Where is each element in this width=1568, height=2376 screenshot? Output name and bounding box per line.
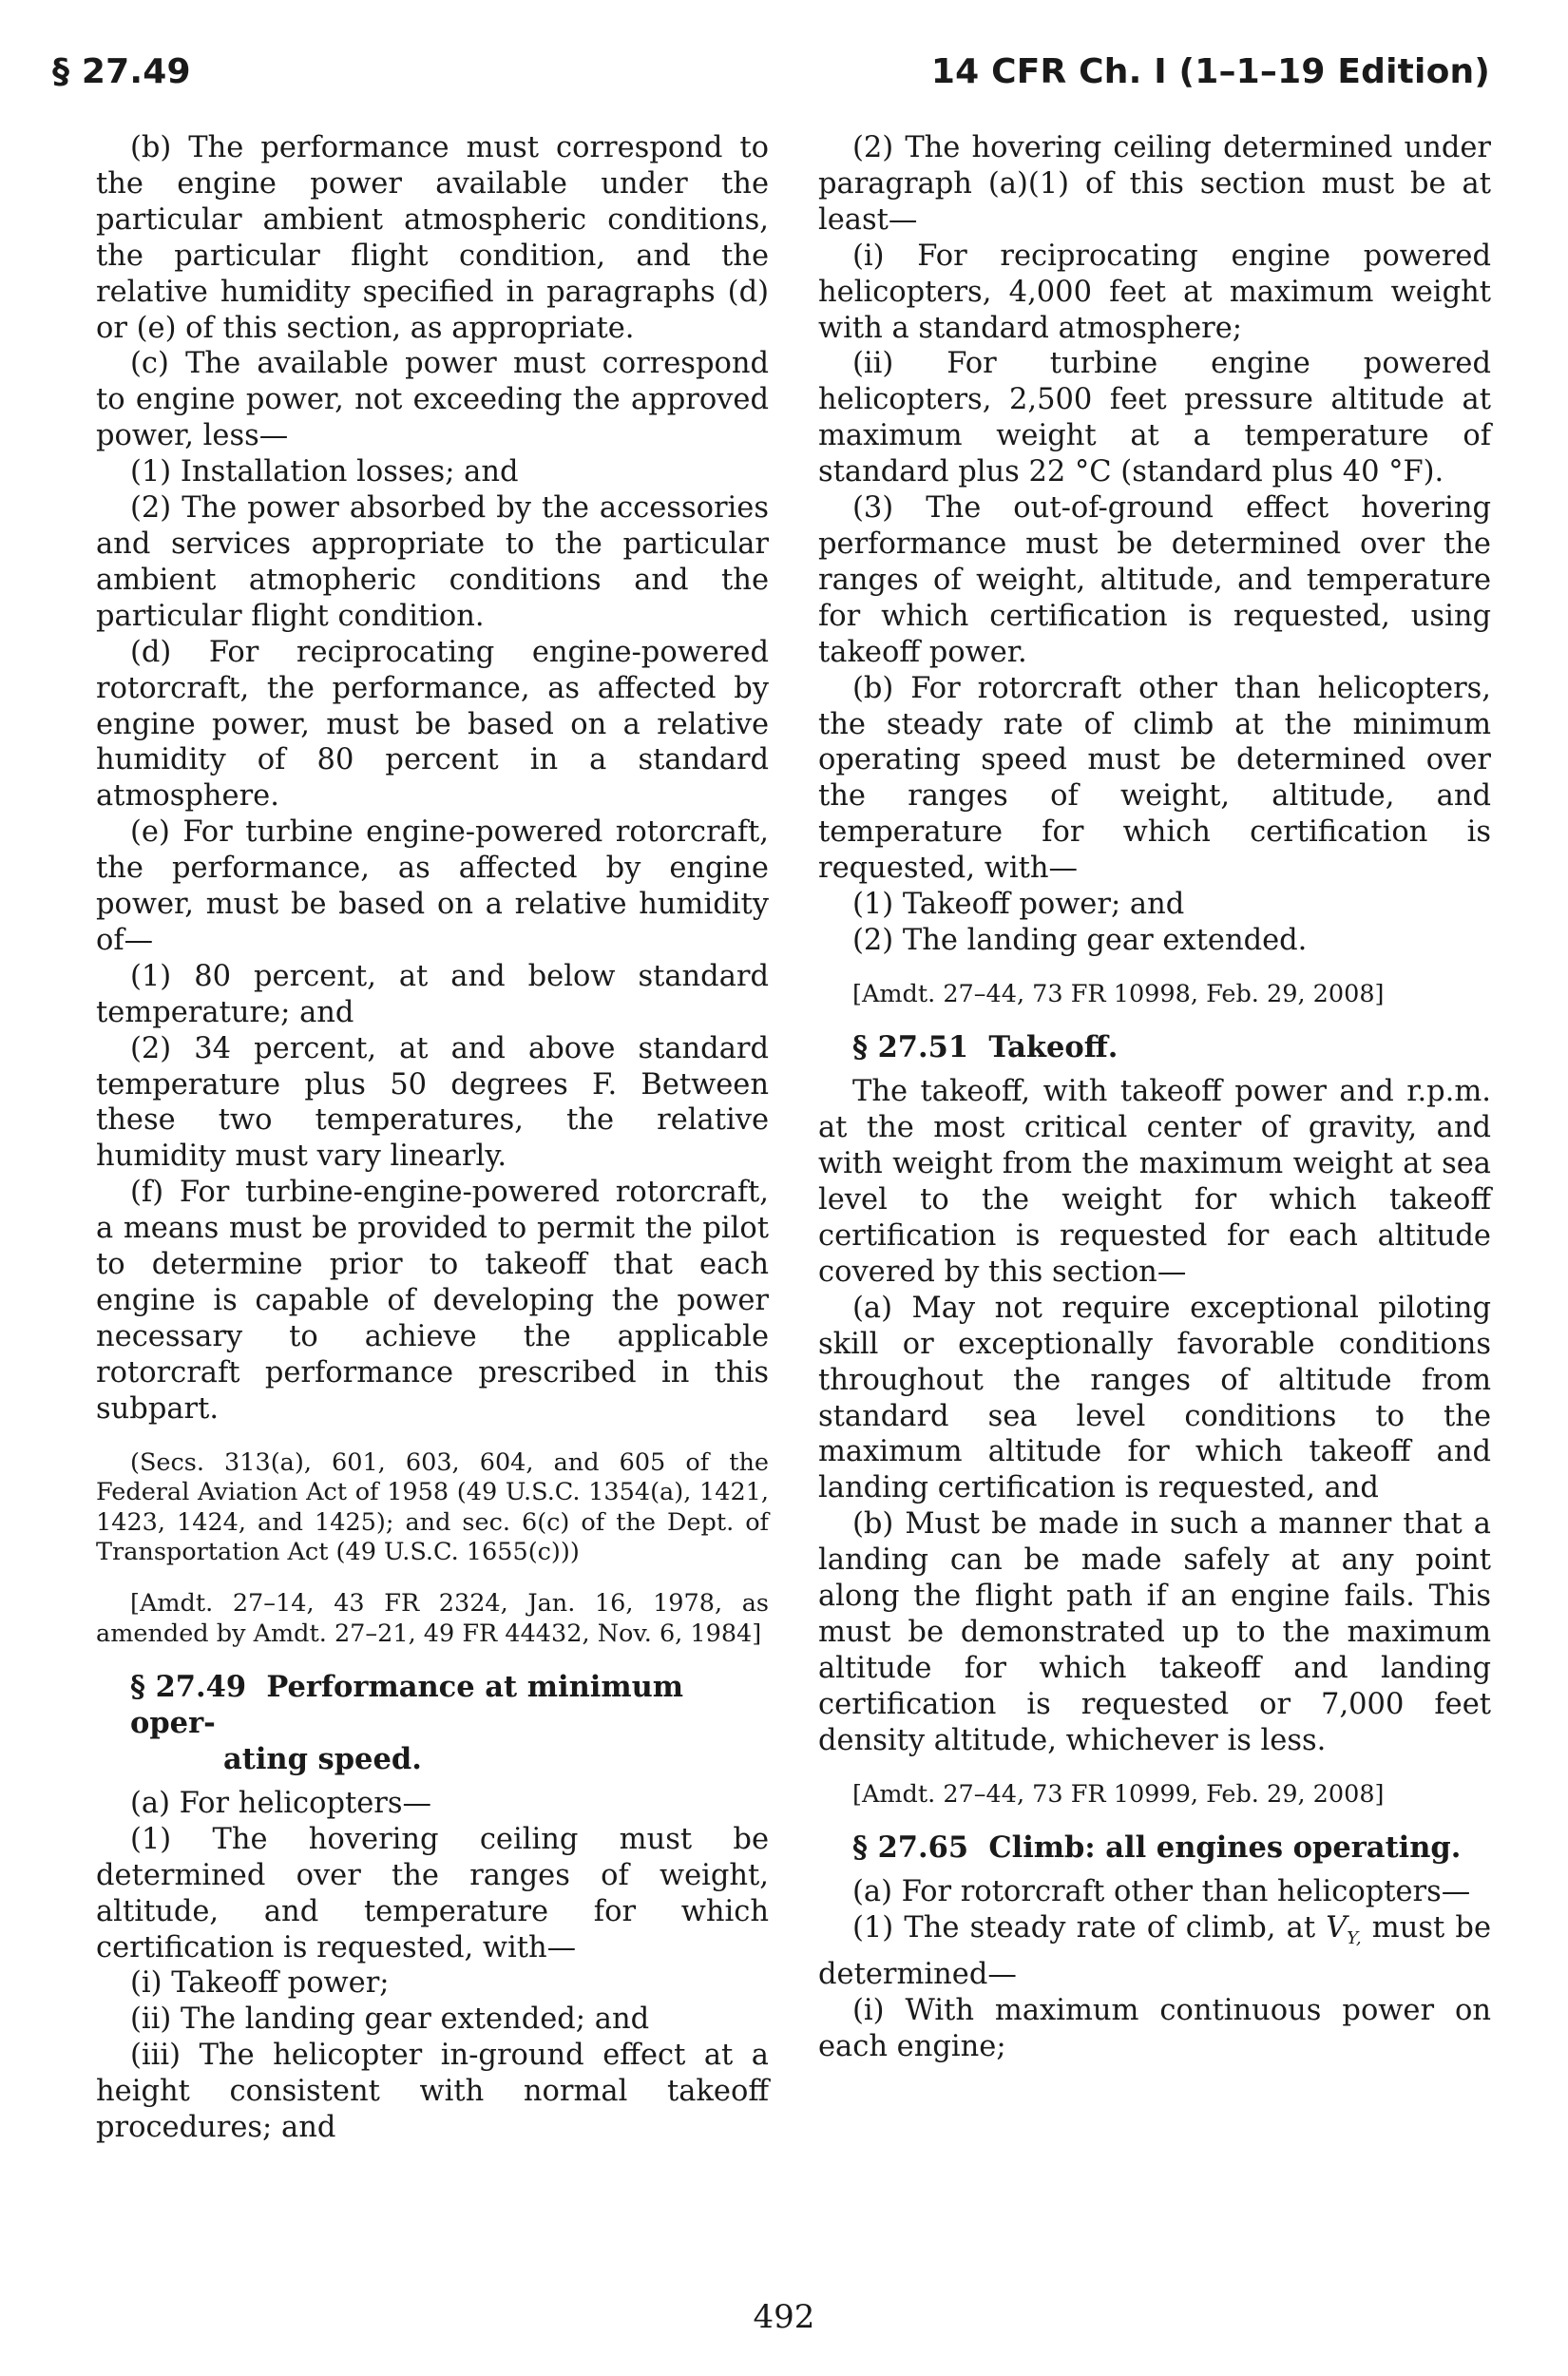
paragraph: (i) With maximum continuous power on each engine;	[818, 1993, 1491, 2063]
paragraph: (2) 34 percent, at and above standard temperature plus 50 degrees F. Between these two temperatures, the relative humidity must vary linearly.	[96, 1031, 769, 1174]
paragraph: (i) Takeoff power;	[130, 1966, 390, 2001]
paragraph	[818, 1910, 1491, 1993]
section-title: Performance at minimum oper-	[130, 1670, 684, 1741]
paragraph: (d) For reciprocating engine-powered rotorcraft, the performance, as affected by engine power, must be based on a relative humidity of 80 percent in a standard atmosphere.	[96, 635, 769, 814]
section-title-cont: ating speed.	[223, 1742, 422, 1776]
running-head-title: 14 CFR Ch. I (1–1–19 Edition)	[930, 52, 1490, 91]
paragraph: (c) The available power must correspond to engine power, not exceeding the approved power, less—	[96, 347, 769, 453]
right-column	[818, 130, 1491, 2065]
speed-symbol: V	[1326, 1910, 1348, 1945]
amendment-note: [Amdt. 27–14, 43 FR 2324, Jan. 16, 1978, as amended by Amdt. 27–21, 49 FR 44432, Nov. 6, 1984]	[96, 1589, 769, 1648]
paragraph: (f) For turbine-engine-powered rotorcraft, a means must be provided to permit the pilot to determine prior to takeoff that each engine is capable of developing the power necessary to achieve the applicable rotorcraft performance prescribed in this subpart.	[96, 1176, 769, 1426]
paragraph: (1) The hovering ceiling must be determined over the ranges of weight, altitude, and temperature for which certification is requested, with—	[96, 1822, 769, 1964]
paragraph: (1) 80 percent, at and below standard temperature; and	[96, 959, 769, 1029]
paragraph: (1) Installation losses; and	[130, 455, 519, 489]
paragraph: (2) The hovering ceiling determined under paragraph (a)(1) of this section must be at least—	[818, 131, 1491, 237]
paragraph: (ii) For turbine engine powered helicopters, 2,500 feet pressure altitude at maximum weight at a temperature of standard plus 22 °C (standard plus 40 °F).	[818, 347, 1491, 489]
paragraph: (a) For rotorcraft other than helicopters—	[852, 1875, 1471, 1909]
text-run: (1) The steady rate of climb, at	[852, 1910, 1316, 1945]
section-heading-27-49	[96, 1670, 769, 1778]
authority-note: (Secs. 313(a), 601, 603, 604, and 605 of the Federal Aviation Act of 1958 (49 U.S.C. 1354(a), 1421, 1423, 1424, and 1425); and sec. 6(c) of the Dept. of Transportation Act (49 U.S.C. 1655(c)))	[96, 1447, 769, 1567]
section-heading-27-51	[818, 1030, 1491, 1066]
paragraph: (b) The performance must correspond to the engine power available under the particular ambient atmospheric conditions, the particular flight condition, and the relative humidity specified in paragraphs (d) or (e) of this section, as appropriate.	[96, 131, 769, 345]
paragraph: (ii) The landing gear extended; and	[130, 2002, 650, 2037]
amendment-note: [Amdt. 27–44, 73 FR 10998, Feb. 29, 2008]	[852, 979, 1385, 1008]
section-title: Takeoff.	[988, 1030, 1119, 1065]
section-number: § 27.51	[852, 1030, 969, 1065]
section-number: § 27.65	[852, 1830, 969, 1866]
amendment-note: [Amdt. 27–44, 73 FR 10999, Feb. 29, 2008]	[852, 1779, 1385, 1809]
paragraph: (1) Takeoff power; and	[852, 888, 1185, 922]
paragraph: (3) The out-of-ground effect hovering performance must be determined over the ranges of weight, altitude, and temperature for which certification is requested, using takeoff power.	[818, 491, 1491, 669]
running-head-section: § 27.49	[52, 52, 191, 91]
section-number: § 27.49	[130, 1670, 247, 1705]
paragraph: (2) The power absorbed by the accessories and services appropriate to the particular ambient atmopheric conditions and the particular flight condition.	[96, 491, 769, 633]
paragraph: The takeoff, with takeoff power and r.p.m. at the most critical center of gravity, and with weight from the maximum weight at sea level to the weight for which takeoff certification is requested for each altitude covered by this section—	[818, 1075, 1491, 1289]
paragraph: (iii) The helicopter in-ground effect at a height consistent with normal takeoff procedures; and	[96, 2039, 769, 2145]
section-heading-27-65	[818, 1830, 1491, 1867]
paragraph: (2) The landing gear extended.	[852, 923, 1308, 957]
speed-subscript: Y,	[1347, 1928, 1362, 1949]
text-run: must be determined—	[818, 1910, 1492, 1991]
paragraph: (e) For turbine engine-powered rotorcraft, the performance, as affected by engine power, must be based on a relative humidity of—	[96, 815, 769, 957]
paragraph: (a) For helicopters—	[130, 1786, 432, 1820]
paragraph: (b) For rotorcraft other than helicopters, the steady rate of climb at the minimum operating speed must be determined over the ranges of weight, altitude, and temperature for which certification is requested, with—	[818, 671, 1491, 886]
left-column	[96, 130, 769, 2146]
paragraph: (a) May not require exceptional piloting skill or exceptionally favorable conditions throughout the ranges of altitude from standard sea level conditions to the maximum altitude for which takeoff and landing certification is requested, and	[818, 1291, 1491, 1505]
paragraph: (b) Must be made in such a manner that a landing can be made safely at any point along the flight path if an engine fails. This must be demonstrated up to the maximum altitude for which takeoff and landing certification is requested or 7,000 feet density altitude, whichever is less.	[818, 1507, 1491, 1757]
section-title: Climb: all engines operating.	[988, 1830, 1462, 1866]
paragraph: (i) For reciprocating engine powered helicopters, 4,000 feet at maximum weight with a standard atmosphere;	[818, 239, 1491, 345]
page-number: 492	[753, 2298, 815, 2336]
